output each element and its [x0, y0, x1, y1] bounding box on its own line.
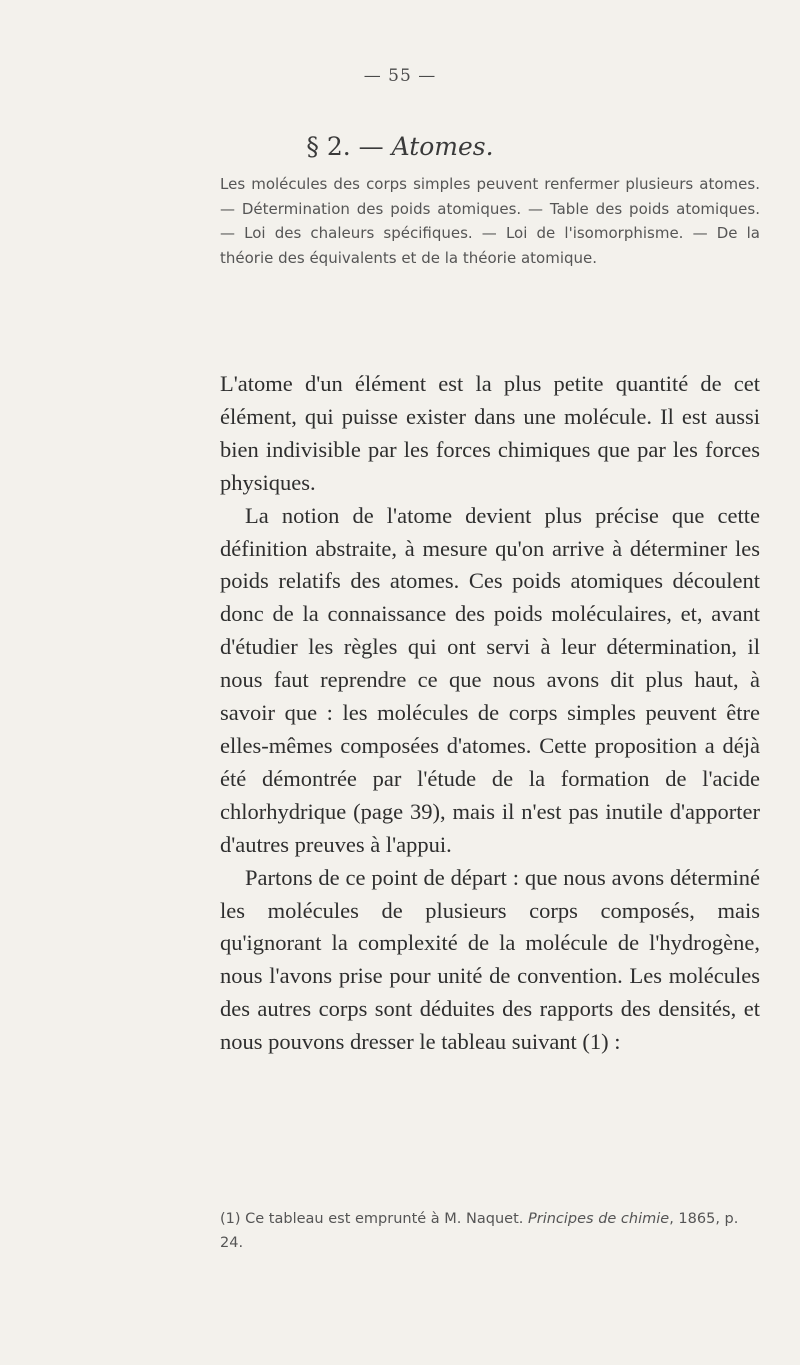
footnote-text: Ce tableau est emprunté à M. Naquet.	[240, 1211, 528, 1227]
section-summary: Les molécules des corps simples peuvent renfermer plusieurs atomes. — Détermination des poids atomiques. — Table des poids atomiques. — Loi des chaleurs spécifiques. — Loi de l'isomorphisme. — De la théorie des équivalents et de la théorie atomique.	[220, 175, 760, 267]
section-title: Atomes.	[391, 132, 494, 161]
paragraph: Partons de ce point de départ : que nous avons déterminé les molécules de plusieurs corps composés, mais qu'ignorant la complexité de la molécule de l'hydrogène, nous l'avons prise pour unité de convention. Les molécules des autres corps sont déduites des rapports des densités, et nous pouvons dresser le tableau suivant (1) :	[220, 864, 760, 1055]
body-text	[220, 368, 760, 1059]
footnote-book-title: Principes de chimie	[527, 1211, 670, 1227]
section-number: § 2. —	[306, 132, 392, 161]
footnote-marker: (1)	[220, 1211, 241, 1227]
section-heading	[0, 132, 800, 161]
page-number: — 55 —	[363, 66, 437, 86]
footnote-citation: , 1865, p. 24.	[220, 1211, 739, 1251]
footnote	[220, 1207, 760, 1255]
paragraph: L'atome d'un élément est la plus petite quantité de cet élément, qui puisse exister dans une molécule. Il est aussi bien indivisible par les forces chimiques que par les forces physiques.	[220, 371, 760, 495]
paragraph: La notion de l'atome devient plus précise que cette définition abstraite, à mesure qu'on arrive à déterminer les poids relatifs des atomes. Ces poids atomiques découlent donc de la connaissance des poids moléculaires, et, avant d'étudier les règles qui ont servi à leur détermination, il nous faut reprendre ce que nous avons dit plus haut, à savoir que : les molécules de corps simples peuvent être elles-mêmes composées d'atomes. Cette proposition a déjà été démontrée par l'étude de la formation de l'acide chlorhydrique (page 39), mais il n'est pas inutile d'apporter d'autres preuves à l'appui.	[220, 502, 760, 857]
